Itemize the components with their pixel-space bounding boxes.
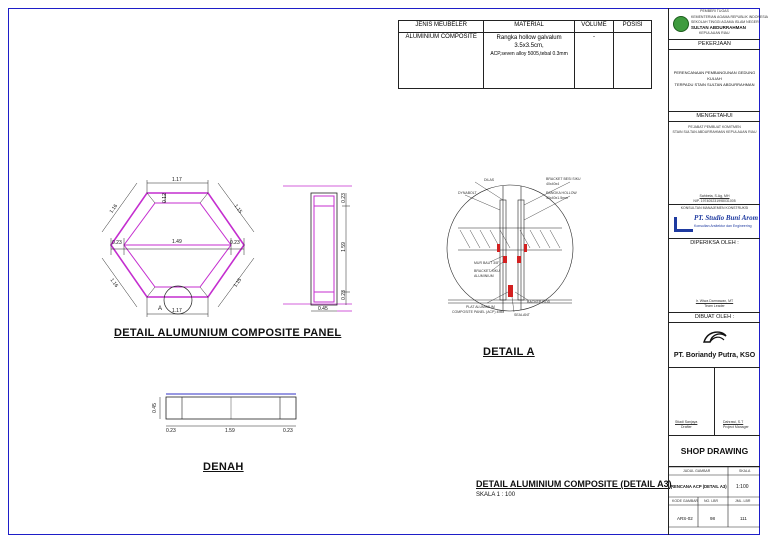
tb-konsultan: [669, 205, 760, 239]
tb-owner-line1: KEMENTERIAN AGAMA REPUBLIK INDONESIA: [691, 15, 768, 19]
tb-owner-header: PEMBERI TUGAS: [700, 9, 729, 13]
tb-owner: [669, 8, 768, 40]
tb-studio-name: PT. Studio Buni Arom: [694, 214, 759, 222]
cell-item: ALUMINIUM COMPOSITE: [399, 33, 484, 89]
contractor-logo-icon: [700, 328, 730, 346]
logo-seal-icon: [673, 16, 689, 32]
label-bracket-siku-alu: BRACKET SIKU: [474, 269, 500, 273]
tb-sign-left-role: Drafter: [681, 425, 692, 429]
tb-pekerjaan-header: [669, 40, 760, 50]
tb-sign-right-role: Project Manager: [723, 425, 749, 429]
tb-pejabat-nip: NIP. 197405231998031005: [693, 199, 736, 203]
main-drawing-title: DETAIL ALUMINIUM COMPOSITE (DETAIL A3): [476, 479, 672, 489]
tb-mengetahui-header: [669, 112, 760, 122]
tb-jml-value: 111: [740, 516, 747, 521]
material-line: 3.5x3.5cm,: [514, 43, 544, 49]
cell-volume: -: [574, 33, 613, 89]
label-backer-rod: BACKER ROD: [527, 300, 551, 304]
header-volume: VOLUME: [574, 21, 613, 33]
tb-project-line1: PERENCANAAN PEMBANGUNAN GEDUNG: [673, 70, 756, 75]
tb-pejabat-line2: STAIN SULTAN ABDURRAHMAN KEPULAUAN RIAU: [672, 130, 757, 134]
header-posisi: POSISI: [614, 21, 652, 33]
tb-skala-value: 1:100: [736, 484, 749, 490]
dim-section-top: 0.23: [340, 193, 347, 203]
label-bracket-siku: BRACKET BESI SIKU: [546, 177, 581, 181]
tb-jml-label: JML. LBR: [735, 499, 751, 503]
tb-kode-label: KODE GAMBAR: [672, 499, 699, 503]
dim-upper-right: 1.15: [232, 203, 244, 215]
label-composite-panel: COMPOSITE PANEL (ACP) 4MM: [452, 310, 505, 314]
studio-logo-icon: [674, 217, 693, 232]
tb-drawing-type: [669, 436, 760, 467]
material-line: Rangka hollow galvalum: [496, 35, 562, 41]
tb-project-line2: KULIAH: [707, 76, 722, 81]
tb-pejabat-name: Sahbeta, S.Ag, MH: [699, 194, 730, 198]
tb-diperiksa: [669, 239, 760, 313]
title-block: [668, 8, 768, 535]
dim-right: 0.23: [230, 240, 240, 246]
tb-owner-line3: SULTAN ABDURRAHMAN: [691, 25, 746, 30]
tb-judul-label: JUDUL GAMBAR: [683, 469, 711, 473]
drawing-scale: SKALA 1 : 100: [476, 492, 516, 498]
label-rangka-size: 40x40x1.5mm: [546, 196, 568, 200]
dim-inner: 1.49: [172, 239, 182, 245]
dim-section-width: 0.45: [318, 306, 328, 312]
tb-konsultan-label: KONSULTAN MANAJEMEN KONSTRUKSI: [680, 206, 749, 210]
tb-dibuat-label: DIBUAT OLEH :: [694, 314, 735, 320]
dim-lower-right: 1.15: [232, 277, 244, 289]
tb-contractor: [669, 323, 760, 368]
dim-section-mid: 1.59: [340, 242, 347, 252]
hexagon-panel: [108, 193, 244, 314]
tb-project-line3: TERPADU STAIN SULTAN ABDURRAHMAN: [674, 82, 755, 87]
label-dynabolt: DYNABOLT: [458, 191, 477, 195]
dim-left: 0.23: [112, 240, 122, 246]
panel-detail-title: DETAIL ALUMUNIUM COMPOSITE PANEL: [114, 327, 342, 339]
denah-dim-right: 0.23: [283, 428, 293, 434]
denah-dim-mid: 1.59: [225, 428, 235, 434]
header-material: MATERIAL: [484, 21, 574, 33]
label-rangka-hollow: RANGKA HOLLOW: [546, 191, 577, 195]
tb-project: [669, 50, 760, 112]
label-plat-aluminium: PLAT ALUMINIUM: [466, 305, 495, 309]
label-dilas: DILAS: [484, 178, 495, 182]
denah-title: DENAH: [203, 461, 244, 473]
label-aluminium: ALUMINIUM: [474, 274, 494, 278]
dim-section-bottom: 0.23: [340, 290, 347, 300]
denah-dim-height: 0.45: [151, 403, 158, 413]
material-line: ACP,seven alloy 5005,tebal 0.3mm: [490, 51, 568, 57]
tb-sign-right-name: Dahrawi, S.T: [723, 420, 744, 424]
tb-diperiksa-label: DIPERIKSA OLEH :: [690, 240, 739, 246]
tb-skala-label: SKALA: [739, 469, 751, 473]
header-jenis: JENIS MEUBELER: [399, 21, 484, 33]
tb-studio-sub: Konsultan Arsitektur dan Engineering: [694, 224, 752, 228]
tb-no-lbr-label: NO. LBR: [704, 499, 719, 503]
tb-judul-value: RENCANA ACP (DETAIL A3): [671, 484, 727, 489]
tb-signatures: [669, 368, 760, 436]
tb-pejabat: [669, 122, 760, 205]
tb-pemeriksa-name: Ir. Wiwa Darmawan, MT: [695, 299, 734, 303]
dim-top-inner: 0.12: [161, 193, 168, 203]
dim-lower-left: 1.16: [108, 277, 120, 289]
tb-owner-line4: KEPULAUAN RIAU: [699, 31, 730, 35]
denah-dim-left: 0.23: [166, 428, 176, 434]
tb-sign-left-name: Stiadi Sanjaya: [675, 420, 698, 424]
label-mur-baut: MUR BAUT 3/8": [474, 261, 500, 265]
tb-pejabat-line1: PEJABAT PEMBUAT KOMITMEN: [688, 125, 741, 129]
callout-a-label: A: [158, 306, 163, 312]
tb-dibuat-header: [669, 313, 760, 323]
detail-a-drawing: [447, 182, 573, 312]
tb-pemeriksa-role: Team Leader: [704, 304, 725, 308]
tb-no-lbr-value: 98: [710, 516, 716, 521]
denah-plan: [160, 394, 296, 426]
dim-top: 1.17: [172, 177, 182, 183]
label-sealant: SEALANT: [514, 313, 530, 317]
dim-bottom: 1.17: [172, 308, 182, 314]
dim-upper-left: 1.16: [108, 203, 120, 215]
tb-mengetahui-label: MENGETAHUI: [696, 113, 733, 119]
tb-owner-line2: SEKOLAH TINGGI AGAMA ISLAM NEGERI: [691, 20, 760, 24]
detail-a-title: DETAIL A: [483, 346, 535, 358]
tb-drawing-type-label: SHOP DRAWING: [680, 446, 749, 456]
tb-pekerjaan-label: PEKERJAAN: [698, 41, 731, 47]
label-bracket-size: 40x40x4: [546, 182, 560, 186]
tb-kode-value: ARS-02: [677, 516, 693, 521]
tb-contractor-name: PT. Boriandy Putra, KSO: [673, 352, 756, 359]
